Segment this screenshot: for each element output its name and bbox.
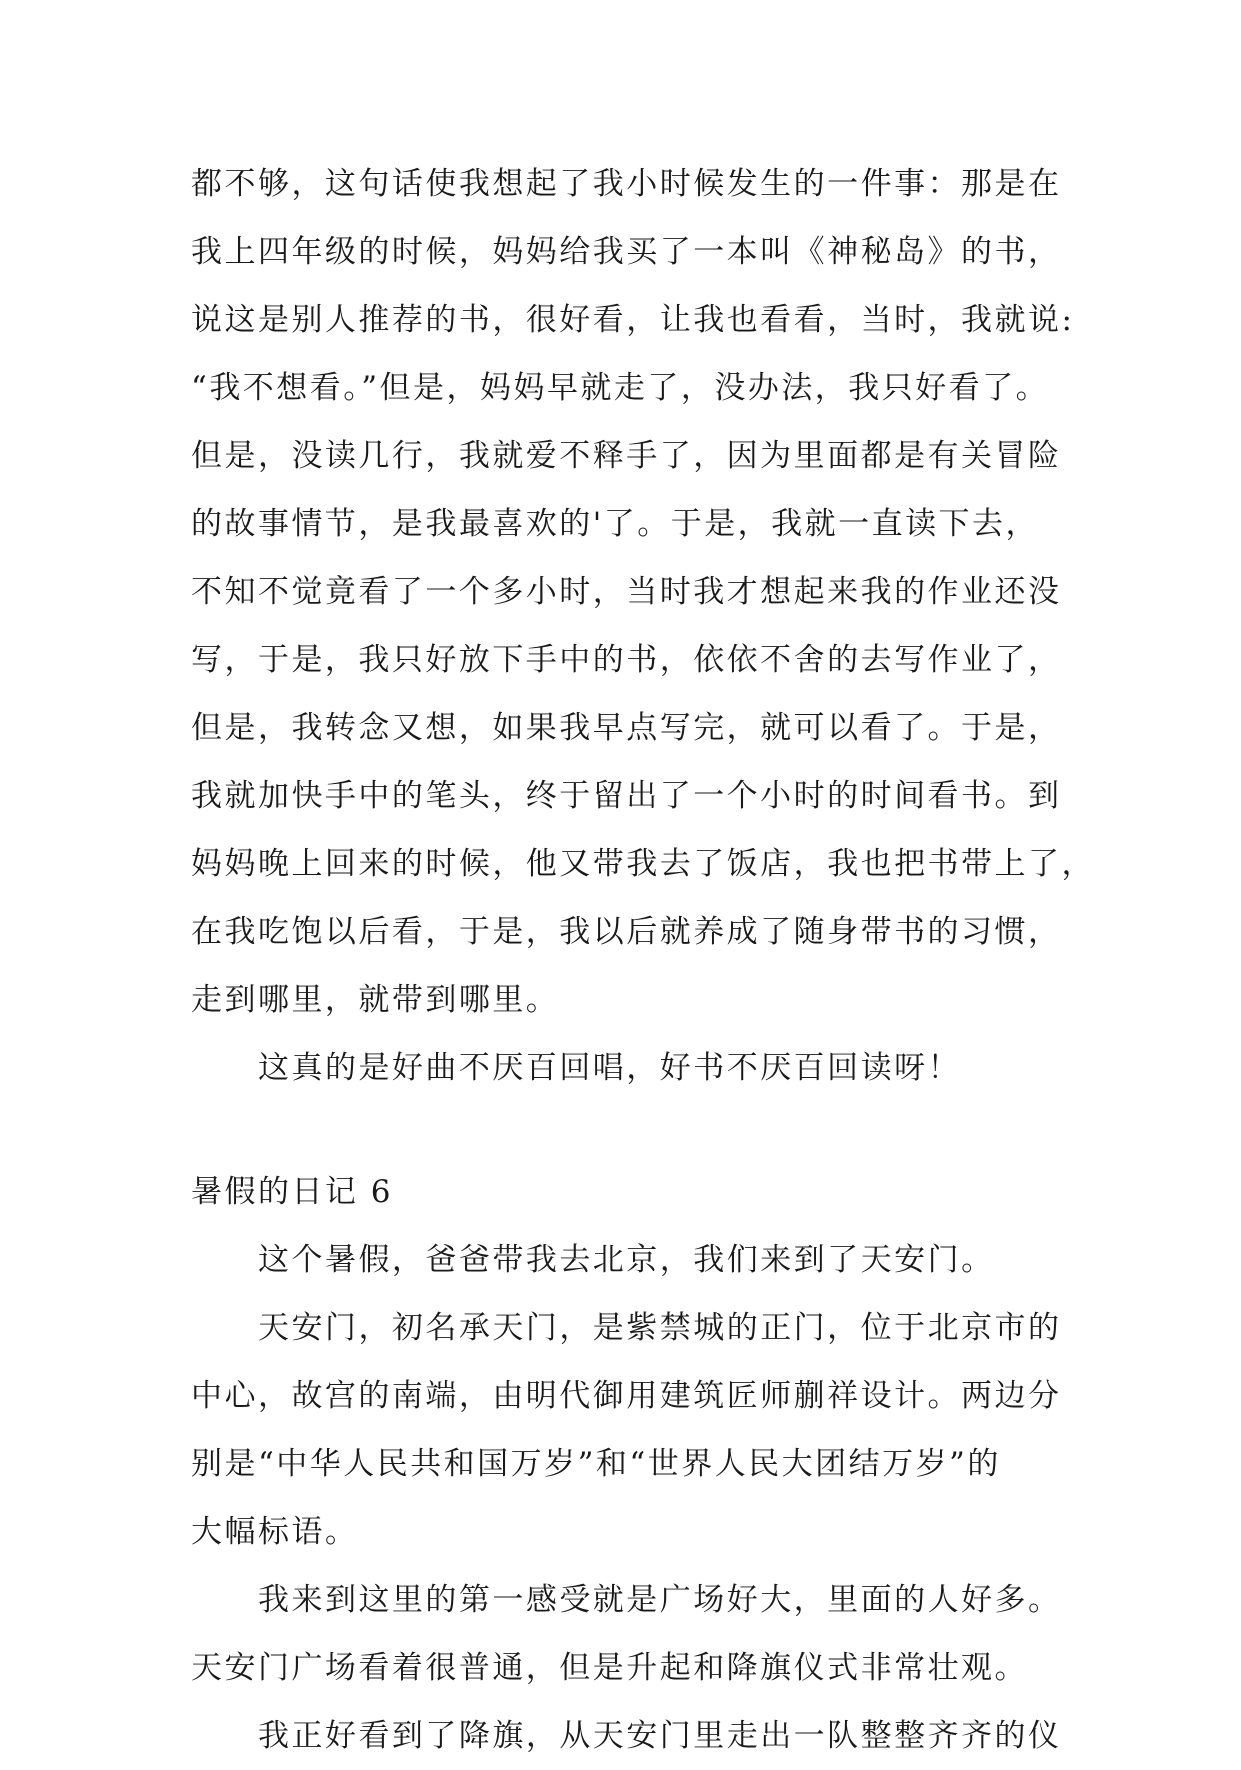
text-line: 的故事情节，是我最喜欢的'了。于是，我就一直读下去， (191, 506, 1039, 542)
text-line: 写，于是，我只好放下手中的书，依依不舍的去写作业了， (191, 642, 1062, 678)
text-line: 我就加快手中的笔头，终于留出了一个小时的时间看书。到 (191, 778, 1062, 814)
text-line: 天安门广场看着很普通，但是升起和降旗仪式非常壮观。 (191, 1650, 1028, 1686)
text-line: 大幅标语。 (191, 1514, 359, 1550)
section-heading: 暑假的日记 6 (191, 1174, 393, 1210)
text-line: 这个暑假，爸爸带我去北京，我们来到了天安门。 (258, 1242, 995, 1278)
text-line: 走到哪里，就带到哪里。 (191, 982, 560, 1018)
text-line: 但是，没读几行，我就爱不释手了，因为里面都是有关冒险 (191, 438, 1062, 474)
text-line: 不知不觉竟看了一个多小时，当时我才想起来我的作业还没 (191, 574, 1062, 610)
text-line: 都不够，这句话使我想起了我小时候发生的一件事：那是在 (191, 166, 1062, 202)
text-line: 在我吃饱以后看，于是，我以后就养成了随身带书的习惯， (191, 914, 1062, 950)
text-line: 我来到这里的第一感受就是广场好大，里面的人好多。 (258, 1582, 1062, 1618)
text-line: 妈妈晚上回来的时候，他又带我去了饭店，我也把书带上了， (191, 846, 1095, 882)
text-line: 但是，我转念又想，如果我早点写完，就可以看了。于是， (191, 710, 1062, 746)
text-line: 天安门，初名承天门，是紫禁城的正门，位于北京市的 (258, 1310, 1062, 1346)
text-line: “我不想看。”但是，妈妈早就走了，没办法，我只好看了。 (191, 370, 1050, 406)
text-line: 中心，故宫的南端，由明代御用建筑匠师蒯祥设计。两边分 (191, 1378, 1062, 1414)
text-line: 我上四年级的时候，妈妈给我买了一本叫《神秘岛》的书， (191, 234, 1062, 270)
text-line: 别是“中华人民共和国万岁”和“世界人民大团结万岁”的 (191, 1446, 1001, 1482)
text-line: 说这是别人推荐的书，很好看，让我也看看，当时，我就说: (191, 302, 1075, 338)
text-line: 这真的是好曲不厌百回唱，好书不厌百回读呀！ (258, 1050, 962, 1086)
text-line: 我正好看到了降旗，从天安门里走出一队整整齐齐的仪 (258, 1718, 1062, 1754)
